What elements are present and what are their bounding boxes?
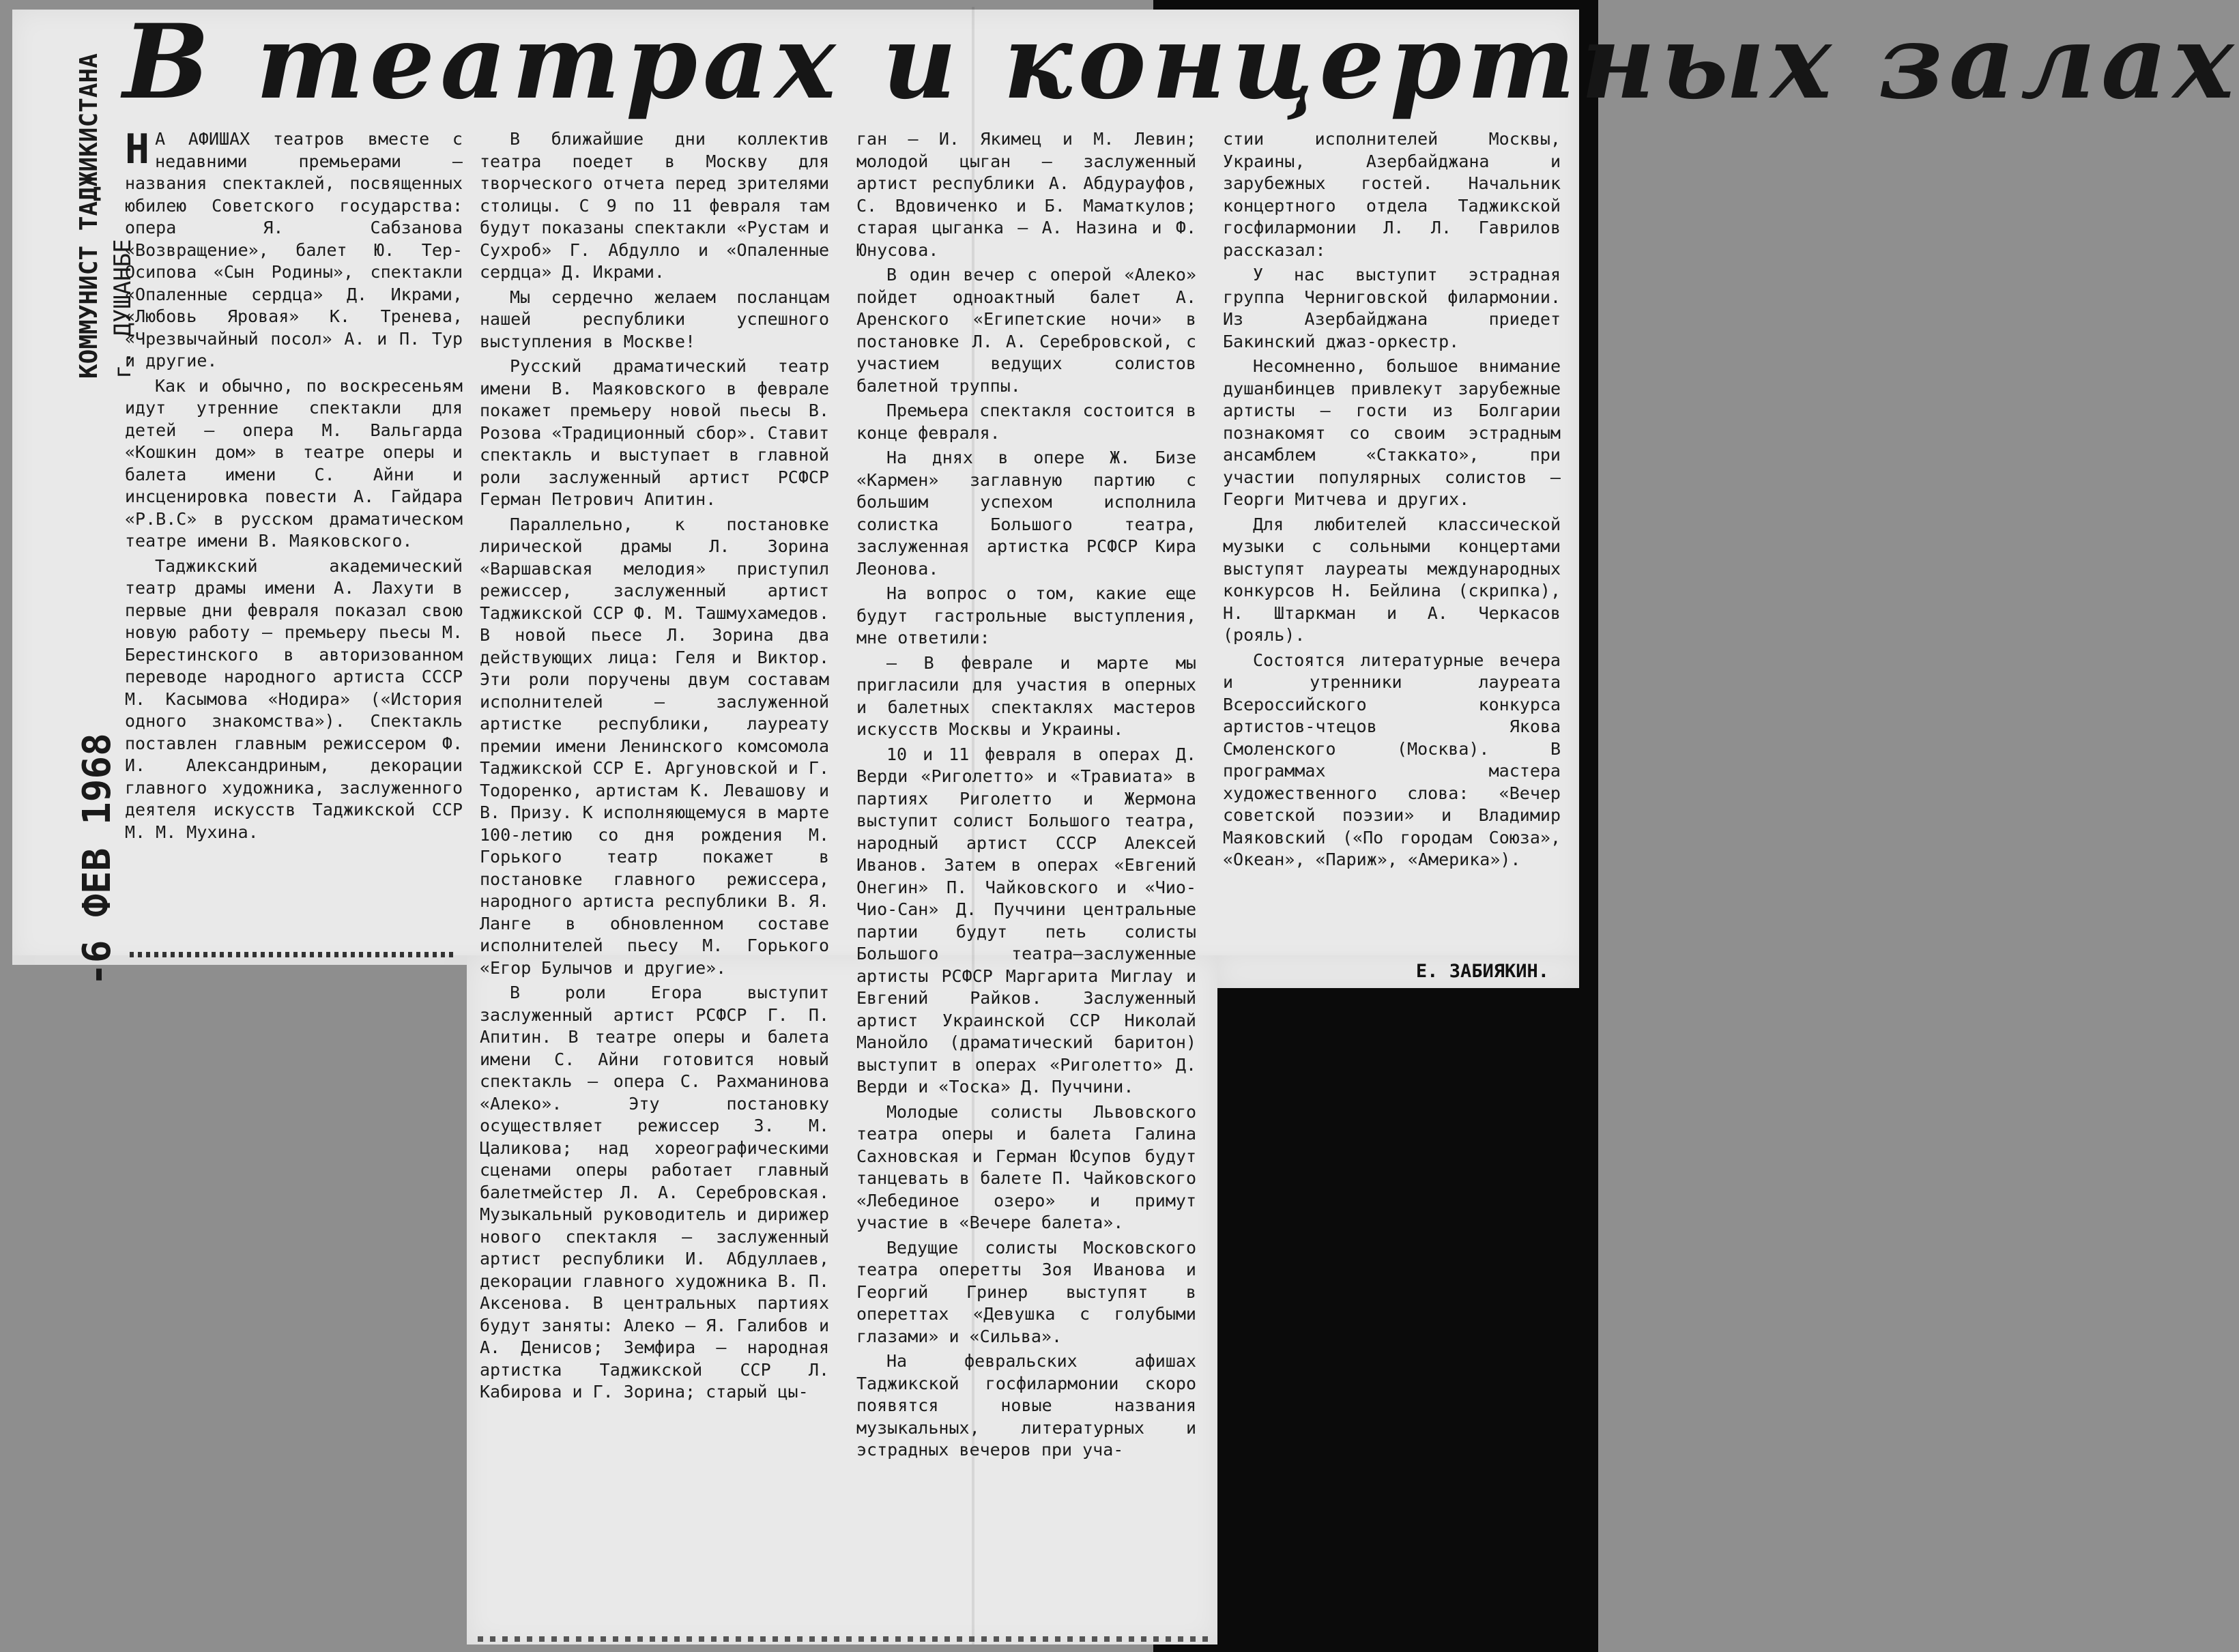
paragraph: Ведущие солисты Московского театра оперетты Зоя Иванова и Георгий Гринер выступят в опереттах «Девушка с голубыми глазами» и «Сильва». (856, 1237, 1196, 1346)
masthead-city: г. ДУШАНБЕ (109, 239, 136, 379)
article-column-1 (125, 128, 463, 846)
paragraph: На февральских афишах Таджикской госфилармонии скоро появятся новые названия музыкальных, литературных и эстрадных вечеров при уча- (856, 1351, 1196, 1460)
paragraph: Мы сердечно желаем посланцам нашей республики успешного выступления в Москве! (480, 287, 829, 351)
paragraph: ган — И. Якимец и М. Левин; молодой цыган — заслуженный артист республики А. Абдурауфов, С. Вдовиченко и Б. Маматкулов; старая цыганка — А. Назина и Ф. Юнусова. (856, 129, 1196, 260)
paragraph: — В феврале и марте мы пригласили для участия в оперных и балетных спектаклях мастеров искусств Москвы и Украины. (856, 652, 1196, 739)
paragraph: В один вечер с оперой «Алеко» пойдет одноактный балет А. Аренского «Египетские ночи» в постановке Л. А. Серебровской, с участием ведущих солистов балетной труппы. (856, 265, 1196, 396)
paragraph: Состоятся литературные вечера и утренники лауреата Всероссийского конкурса артистов-чтецов Якова Смоленского (Москва). В программах мастера художественного слова: «Вечер советской поэзии» и Владимир Маяковский («По городам Союза», «Океан», «Париж», «Америка»). (1223, 650, 1561, 869)
paragraph: Несомненно, большое внимание душанбинцев привлекут зарубежные артисты — гости из Болгарии познакомят со своим эстрадным ансамблем «Стаккато», при участии популярных солистов — Георги Митчева и других. (1223, 356, 1561, 509)
paragraph: Для любителей классической музыки с сольными концертами выступят лауреаты международных конкурсов Н. Бейлина (скрипка), Н. Штаркман и А. Черкасов (рояль). (1223, 514, 1561, 645)
paragraph: В ближайшие дни коллектив театра поедет в Москву для творческого отчета перед зрителями столицы. С 9 по 11 февраля там будут показаны спектакли «Рустам и Сухроб» Г. Абдулло и «Опаленные сердца» Д. Икрами. (480, 129, 829, 282)
paragraph: У нас выступит эстрадная группа Черниговской филармонии. Из Азербайджана приедет Бакинский джаз-оркестр. (1223, 265, 1561, 351)
paragraph: Н А АФИШАХ театров вместе с недавними премьерами — названия спектаклей, посвященных юбилею Советского государства: опера Я. Сабзанова «Возвращение», балет Ю. Тер-Осипова «Сын Родины», спектакли «Опаленные сердца» Д. Икрами, «Любовь Яровая» К. Тренева, «Чрезвычайный посол» А. и П. Тур и другие. (125, 126, 463, 371)
headline: В театрах и концертных залах (123, 2, 2239, 122)
paragraph: Параллельно, к постановке лирической драмы Л. Зорина «Варшавская мелодия» приступил режиссер, заслуженный артист Таджикской ССР Ф. М. Ташмухамедов. В новой пьесе Л. Зорина два действующих лица: Геля и Виктор. Эти роли поручены двум составам исполнителей — заслуженной артистке республики, лауреату премии имени Ленинского комсомола Таджикской ССР Е. Аргуновской и Г. Тодоренко, артистам К. Левашову и В. Призу. К исполняющемуся в марте 100-летию со дня рождения М. Горького театр покажет в постановке главного режиссера, народного артиста республики В. Я. Ланге в обновленном составе исполнителей пьесу М. Горького «Егор Булычов и другие». (480, 514, 829, 978)
paragraph: Молодые солисты Львовского театра оперы и балета Галина Сахновская и Герман Юсупов будут танцевать в балете П. Чайковского «Лебединое озеро» и примут участие в «Вечере балета». (856, 1101, 1196, 1232)
paragraph: Русский драматический театр имени В. Маяковского в феврале покажет премьеру новой пьесы В. Розова «Традиционный сбор». Ставит спектакль и выступает в главной роли заслуженный артист РСФСР Герман Петрович Апитин. (480, 356, 829, 509)
paragraph: стии исполнителей Москвы, Украины, Азербайджана и зарубежных гостей. Начальник концертного отдела Таджикской госфилармонии Л. Л. Гаврилов рассказал: (1223, 129, 1561, 260)
article-column-4 (1223, 128, 1561, 874)
paragraph: Таджикский академический театр драмы имени А. Лахути в первые дни февраля показал свою новую работу — премьеру пьесы М. Берестинского в авторизованном переводе народного артиста СССР М. Касымова «Нодира» («История одного знакомства»). Спектакль поставлен главным режиссером Ф. И. Александриным, декорации главного художника, заслуженного деятеля искусств Таджикской ССР М. М. Мухина. (125, 555, 463, 842)
author-signature: Е. ЗАБИЯКИН. (1415, 961, 1549, 982)
article-column-3 (856, 128, 1196, 1464)
paragraph: 10 и 11 февраля в операх Д. Верди «Риголетто» и «Травиата» в партиях Риголетто и Жермона выступит солист Большого театра, народный артист СССР Алексей Иванов. Затем в операх «Евгений Онегин» П. Чайковского и «Чио-Чио-Сан» Д. Пуччини центральные партии будут петь солисты Большого театра—заслуженные артисты РСФСР Маргарита Миглау и Евгений Райков. Заслуженный артист Украинской ССР Николай Манойло (драматический баритон) выступит в операх «Риголетто» Д. Верди и «Тоска» Д. Пуччини. (856, 744, 1196, 1097)
paragraph: На вопрос о том, какие еще будут гастрольные выступления, мне ответили: (856, 583, 1196, 648)
paragraph: Премьера спектакля состоится в конце февраля. (856, 401, 1196, 443)
paragraph: Как и обычно, по воскресеньям идут утренние спектакли для детей — опера М. Вальгарда «Кошкин дом» в театре оперы и балета имени С. Айни и инсценировка повести А. Гайдара «Р.В.С» в русском драматическом театре имени В. Маяковского. (125, 375, 463, 551)
paragraph: На днях в опере Ж. Бизе «Кармен» заглавную партию с большим успехом исполнила солистка Большого театра, заслуженная артистка РСФСР Кира Леонова. (856, 448, 1196, 579)
column-divider-rule (130, 952, 457, 957)
paragraph: В роли Егора выступит заслуженный артист РСФСР Г. П. Апитин. В театре оперы и балета имени С. Айни готовится новый спектакль — опера С. Рахманинова «Алеко». Эту постановку осуществляет режиссер З. М. Цаликова; над хореографическими сценами оперы работает главный балетмейстер Л. А. Серебровская. Музыкальный руководитель и дирижер нового спектакля — заслуженный артист республики И. Абдуллаев, декорации главного художника В. П. Аксенова. В центральных партиях будут заняты: Алеко — Я. Галибов и А. Денисов; Земфира — народная артистка Таджикской ССР Л. Кабирова и Г. Зорина; старый цы- (480, 983, 829, 1402)
bottom-rule (478, 1636, 1208, 1642)
masthead-stamp (75, 53, 136, 986)
drop-cap: Н (125, 126, 150, 173)
masthead-paper-name: КОММУНИСТ ТАДЖИКИСТАНА (75, 53, 103, 379)
masthead-date: -6 ФЕВ 1968 (75, 733, 119, 986)
article-column-2 (480, 128, 829, 1406)
